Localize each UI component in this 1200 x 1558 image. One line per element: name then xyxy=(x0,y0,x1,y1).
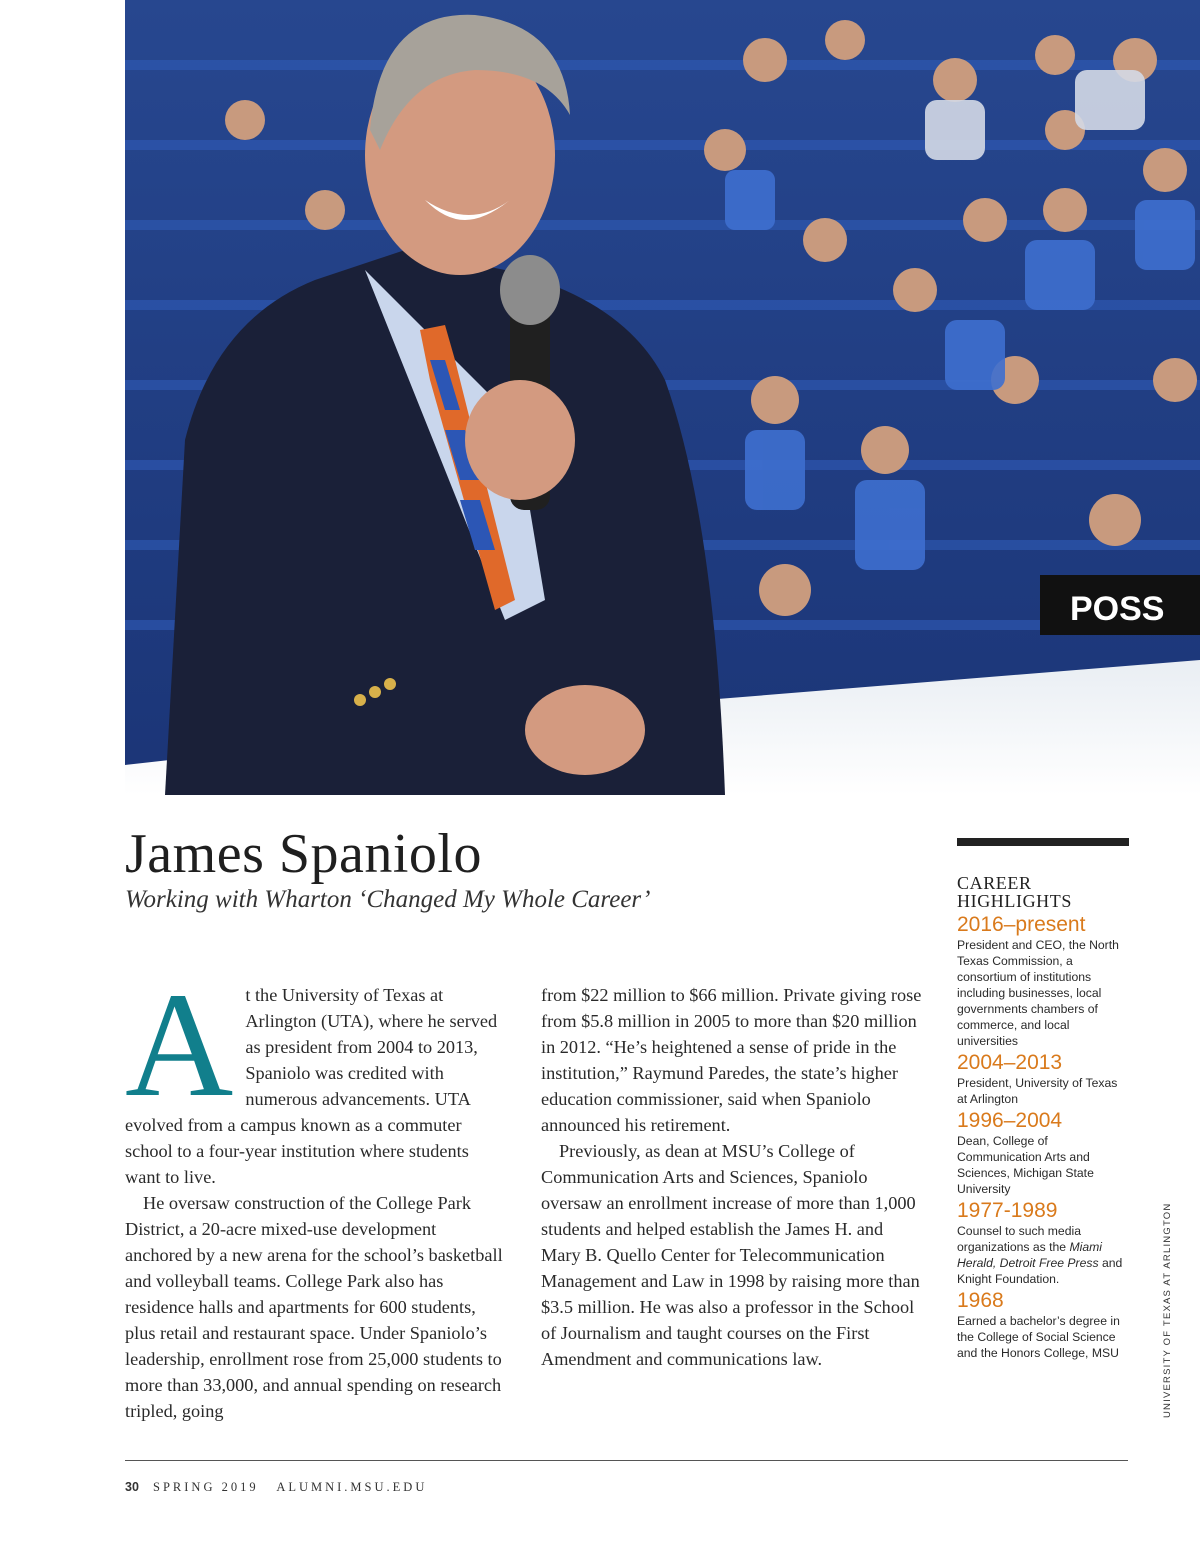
highlight-text-italic: Miami Herald, Detroit Free Press xyxy=(957,1240,1102,1270)
career-highlights-sidebar xyxy=(957,838,1129,1361)
body-paragraph: from $22 million to $66 million. Private giving rose from $5.8 million in 2005 to more than $20 million in 2012. “He’s heightened a sense of pride in the institution,” Raymund Paredes, the state’s higher education commissioner, said when Spaniolo announced his retirement. xyxy=(541,985,922,1135)
highlight-text: Earned a bachelor’s degree in the College of Social Science and the Honors College, MSU xyxy=(957,1314,1120,1360)
body-paragraph: He oversaw construction of the College Park District, a 20-acre mixed-use development anchored by a new arena for the school’s basketball and volleyball teams. College Park also has residence halls and apartments for 600 students, plus retail and restaurant space. Under Spaniolo’s leadership, enrollment rose from 25,000 students to more than 33,000, and annual spending on research tripled, going xyxy=(125,1193,503,1421)
highlight-year: 1968 xyxy=(957,1289,1004,1312)
highlight-year: 2004–2013 xyxy=(957,1051,1063,1074)
sidebar-heading xyxy=(957,874,1129,910)
body-column-2 xyxy=(541,982,923,1372)
highlight-year: 2016–present xyxy=(957,913,1086,936)
highlight-year: 1996–2004 xyxy=(957,1109,1063,1132)
sidebar-heading-line: HIGHLIGHTS xyxy=(957,891,1072,911)
article-title: James Spaniolo xyxy=(125,823,482,885)
body-paragraph: t the University of Texas at Arlington (UTA), where he served as president from 2004 to 2013, Spaniolo was credited with numerous advancements. UTA evolved from a campus known as a commuter school to a four-year institution where students want to live. xyxy=(125,985,498,1187)
highlight-text xyxy=(957,1223,1129,1287)
article-subtitle: Working with Wharton ‘Changed My Whole Career’ xyxy=(125,886,651,913)
highlight-text: Dean, College of Communication Arts and Sciences, Michigan State University xyxy=(957,1134,1094,1196)
highlight-text-part: and Knight Foundation. xyxy=(957,1256,1123,1286)
body-column-1 xyxy=(125,962,507,1424)
body-paragraph: Previously, as dean at MSU’s College of Communication Arts and Sciences, Spaniolo oversaw an enrollment increase of more than 1,000 students and helped establish the James H. and Mary B. Quello Center for Telecommunication Management and Law in 1998 by raising more than $3.5 million. He was also a professor in the School of Journalism and taught courses on the First Amendment and communications law. xyxy=(541,1141,920,1369)
hero-photo xyxy=(125,0,1200,795)
page-footer xyxy=(125,1480,427,1495)
highlight-text: President, University of Texas at Arlington xyxy=(957,1076,1118,1106)
page-number: 30 xyxy=(125,1480,139,1494)
sidebar-rule xyxy=(957,838,1129,846)
highlight-text: President and CEO, the North Texas Commission, a consortium of institutions including businesses, local governments chambers of commerce, and local universities xyxy=(957,938,1119,1048)
highlight-year: 1977-1989 xyxy=(957,1199,1058,1222)
banner-text: POSS xyxy=(1070,590,1165,628)
issue-label: SPRING 2019 xyxy=(153,1480,259,1494)
hero-photo-illustration xyxy=(125,0,1200,795)
photo-credit: UNIVERSITY OF TEXAS AT ARLINGTON xyxy=(1162,1202,1173,1418)
site-url: ALUMNI.MSU.EDU xyxy=(276,1480,428,1494)
footer-rule xyxy=(125,1460,1128,1461)
highlight-text-part: Counsel to such media organizations as the xyxy=(957,1224,1081,1254)
sidebar-heading-line: CAREER xyxy=(957,873,1032,893)
drop-cap: A xyxy=(125,962,234,1128)
